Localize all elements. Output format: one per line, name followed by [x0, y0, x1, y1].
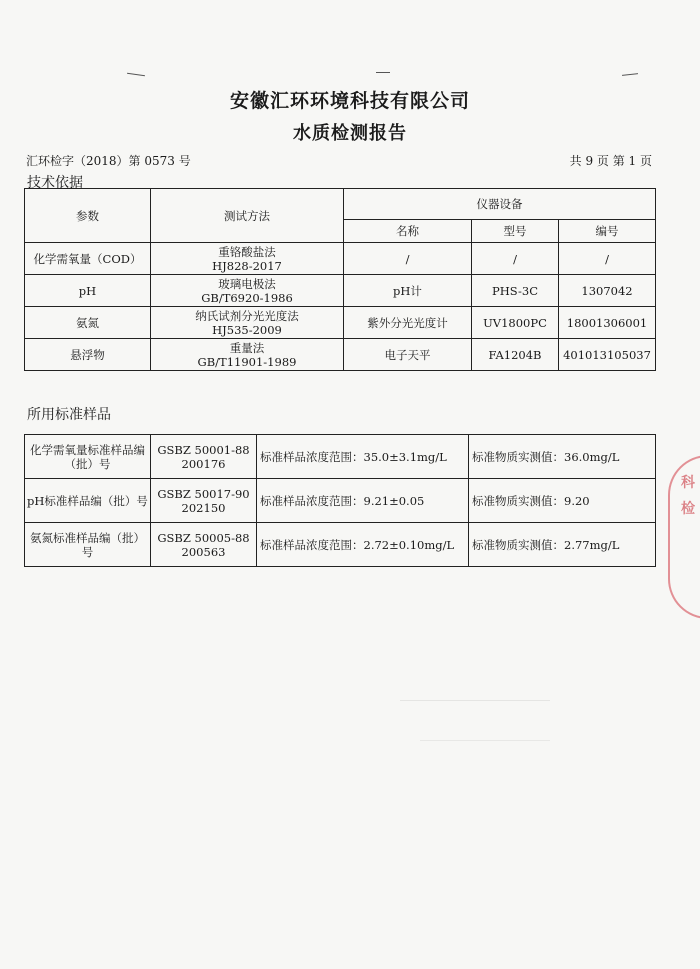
equipment-name-cell: 电子天平: [344, 339, 472, 371]
technical-basis-table: [24, 188, 656, 371]
technical-basis-heading: 技术依据: [27, 175, 83, 191]
model-cell: /: [472, 243, 559, 275]
header-method: 测试方法: [151, 189, 344, 243]
sample-code: GSBZ 50001-88: [157, 442, 250, 457]
header-equipment: 仪器设备: [344, 189, 656, 220]
sample-batch: 202150: [181, 500, 226, 515]
method-standard: GB/T11901-1989: [197, 354, 297, 369]
sample-batch: 200176: [181, 456, 226, 471]
serial-cell: 1307042: [559, 275, 656, 307]
sample-label-cell: 化学需氧量标准样品编（批）号: [25, 435, 151, 479]
sample-measured-cell: 标准物质实测值：2.77mg/L: [469, 523, 656, 567]
scan-mark: [622, 73, 638, 76]
sample-measured-cell: 标准物质实测值：9.20: [469, 479, 656, 523]
param-cell: 氨氮: [25, 307, 151, 339]
table-row: [25, 275, 656, 307]
header-serial: 编号: [559, 220, 656, 243]
method-name: 玻璃电极法: [218, 276, 276, 291]
method-standard: HJ828-2017: [212, 258, 282, 273]
header-model: 型号: [472, 220, 559, 243]
method-standard: GB/T6920-1986: [201, 290, 293, 305]
table-row: [25, 339, 656, 371]
param-cell: 悬浮物: [25, 339, 151, 371]
param-cell: pH: [25, 275, 151, 307]
sample-measured-cell: 标准物质实测值：36.0mg/L: [469, 435, 656, 479]
table-row: [25, 435, 656, 479]
header-param: 参数: [25, 189, 151, 243]
company-name: 安徽汇环环境科技有限公司: [229, 90, 470, 112]
method-name: 重铬酸盐法: [218, 244, 276, 259]
sample-code-cell: [151, 479, 257, 523]
method-standard: HJ535-2009: [212, 322, 282, 337]
report-title: 水质检测报告: [293, 123, 407, 144]
page-info: 共 9 页 第 1 页: [569, 154, 652, 168]
bleed-through: [420, 740, 550, 741]
method-name: 纳氏试剂分光光度法: [195, 308, 299, 323]
method-cell: [151, 275, 344, 307]
equipment-name-cell: 紫外分光光度计: [344, 307, 472, 339]
model-cell: UV1800PC: [472, 307, 559, 339]
sample-label-cell: pH标准样品编（批）号: [25, 479, 151, 523]
scan-mark: [127, 73, 145, 76]
sample-code: GSBZ 50005-88: [157, 530, 250, 545]
sample-label-cell: 氨氮标准样品编（批）号: [25, 523, 151, 567]
scan-mark: [376, 72, 390, 73]
header-name: 名称: [344, 220, 472, 243]
method-cell: [151, 339, 344, 371]
bleed-through: [400, 700, 550, 701]
seal-text: 科检: [681, 475, 695, 517]
sample-code-cell: [151, 523, 257, 567]
model-cell: PHS-3C: [472, 275, 559, 307]
equipment-name-cell: pH计: [344, 275, 472, 307]
equipment-name-cell: /: [344, 243, 472, 275]
model-cell: FA1204B: [472, 339, 559, 371]
table-row: [25, 307, 656, 339]
param-cell: 化学需氧量（COD）: [25, 243, 151, 275]
standard-samples-table: [24, 434, 656, 567]
serial-cell: 401013105037: [559, 339, 656, 371]
table-row: [25, 479, 656, 523]
sample-range-cell: 标准样品浓度范围：2.72±0.10mg/L: [257, 523, 469, 567]
standard-samples-heading: 所用标准样品: [27, 407, 111, 423]
method-cell: [151, 243, 344, 275]
table-row: [25, 243, 656, 275]
method-name: 重量法: [229, 340, 265, 355]
method-cell: [151, 307, 344, 339]
sample-code-cell: [151, 435, 257, 479]
table-row: [25, 523, 656, 567]
serial-cell: /: [559, 243, 656, 275]
sample-range-cell: 标准样品浓度范围：9.21±0.05: [257, 479, 469, 523]
serial-cell: 18001306001: [559, 307, 656, 339]
document-number: 汇环检字（2018）第 0573 号: [26, 154, 191, 168]
sample-range-cell: 标准样品浓度范围：35.0±3.1mg/L: [257, 435, 469, 479]
sample-code: GSBZ 50017-90: [157, 486, 250, 501]
sample-batch: 200563: [181, 544, 226, 559]
